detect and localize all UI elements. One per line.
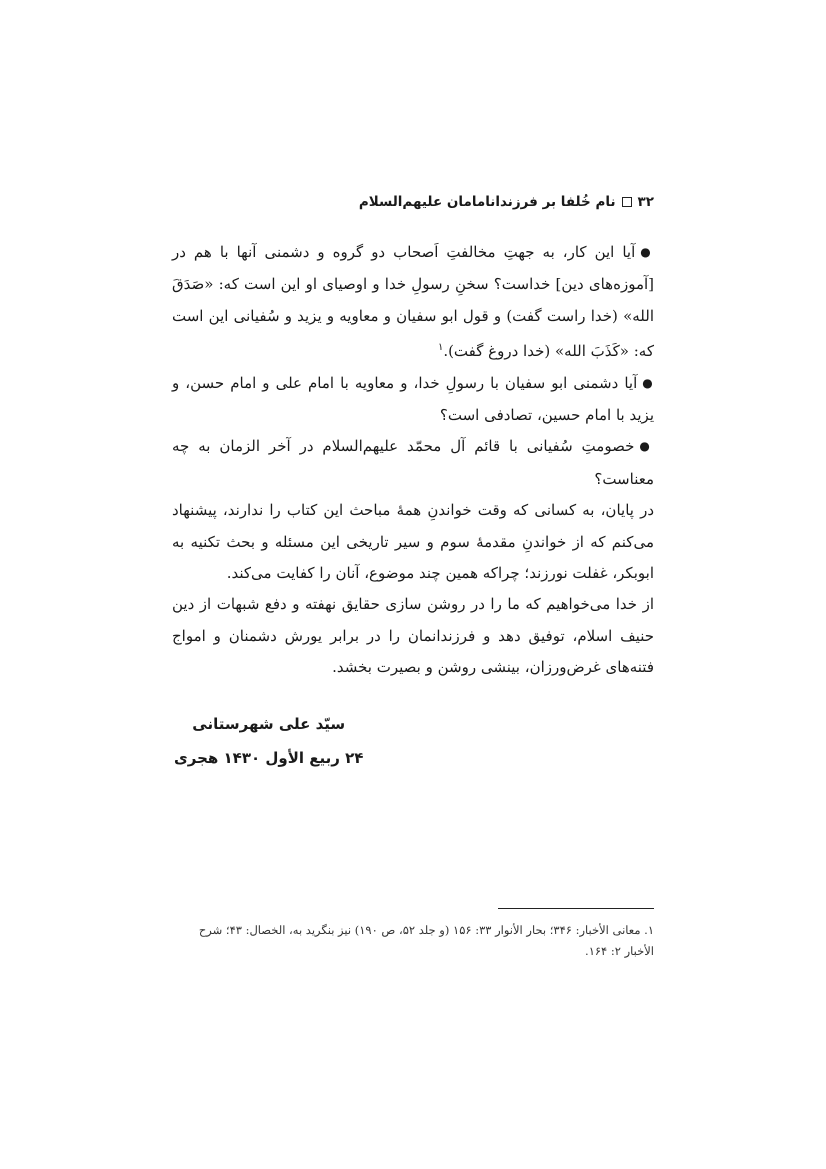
footnote: ۱. معانی الأخبار: ۳۴۶؛ بحار الأنوار ۳۳: ۱۵۶ (و جلد ۵۲، ص ۱۹۰) نیز بنگرید به، الخصال: ۴۳؛ شرح الأخبار ۲: ۱۶۴. [198,923,654,958]
signature-block [174,707,363,775]
paragraph-prayer: از خدا می‌خواهیم که ما را در روشن سازی حقایق نهفته و دفع شبهات از دین حنیف اسلام، توفیق دهد و فرزندانمان را در برابر یورش دشمنان و امواج فتنه‌های غرض‌ورزان، بینشی روشن و بصیرت بخشد. [172,595,654,677]
paragraph-text: آیا این کار، به جهتِ مخالفتِ اَصحاب دو گروه و دشمنی آنها با هم در [آموزه‌های دین] خداست؟ سخنِ رسولِ خدا و اوصیای او این است که: «صَدَقَ الله» (خدا راست گفت) و قول ابو سفیان و معاویه و یزید و سُفیانی این است که: «کَذَبَ الله» (خدا دروغ گفت). [172,243,654,361]
running-header [359,194,654,210]
signature-date: ۲۴ ربیع الأول ۱۴۳۰ هجری [174,749,364,767]
paragraph-question-3: ● خصومتِ سُفیانی با قائم آل محمّد علیهم‌السلام در آخر الزمان به چه معناست؟ [172,431,654,495]
book-title: نام‌ خُلفا بر فرزندانامامان علیهم‌السلام [358,194,616,210]
square-ornament-icon [622,197,632,207]
paragraph-question-1 [172,237,654,368]
footnote-divider [498,908,654,909]
body-text [172,237,654,684]
paragraph-question-2: ● آیا دشمنی ابو سفیان با رسولِ خدا، و معاویه با امام علی و امام حسن، و یزید با امام حسین، تصادفی است؟ [172,368,654,432]
author-name: سیّد علی شهرستانی [192,715,346,733]
page-number: ۳۲ [637,194,654,210]
paragraph-closing: در پایان، به کسانی که وقت خواندنِ همهٔ مباحث این کتاب را ندارند، پیشنهاد می‌کنم که از خواندنِ مقدمهٔ سوم و سیر تاریخی این مسئله و بحث تکنیه به ابوبکر، غفلت نورزند؛ چراکه همین چند موضوع، آنان را کفایت می‌کند. [172,501,654,583]
footnote-marker: ۱ [437,342,444,354]
